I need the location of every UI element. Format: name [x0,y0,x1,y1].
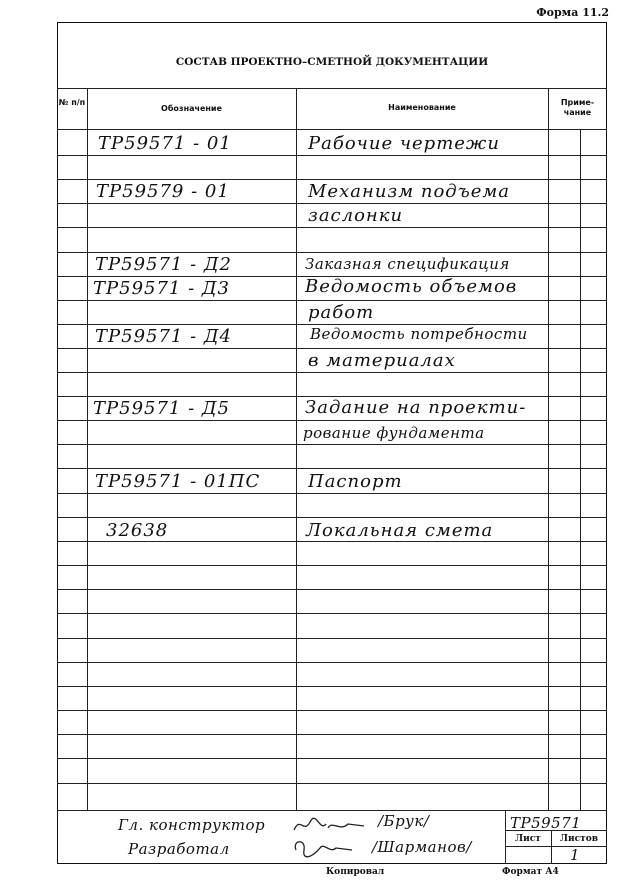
col-divider-4 [580,129,581,810]
form-label: Форма 11.2 [536,6,609,19]
row-rule [57,734,607,735]
row-name: Ведомость потребности [310,325,528,343]
stamp-rule [505,846,607,847]
row-rule [57,493,607,494]
header-designation: Обозначение [161,104,222,113]
row-name: в материалах [308,350,456,371]
row-rule [57,420,607,421]
row-designation: ТР59571 - Д4 [95,326,232,347]
chief-label: Гл. конструктор [118,816,266,834]
header-num: № п/п [58,98,86,107]
row-designation: ТР59571 - 01 [98,133,232,154]
sheets-label: Листов [560,834,598,844]
table-bottom-rule [57,810,607,811]
col-divider-2 [296,88,297,810]
header-name: Наименование [388,103,456,112]
row-rule [57,300,607,301]
row-name: Ведомость объемов [305,276,518,297]
header-bottom-rule [57,129,607,130]
chief-name: /Брук/ [378,812,430,830]
row-rule [57,468,607,469]
row-rule [57,662,607,663]
row-designation: ТР59579 - 01 [96,181,230,202]
row-rule [57,589,607,590]
row-rule [57,252,607,253]
row-designation: ТР59571 - Д2 [95,254,232,275]
copied-label: Копировал [326,867,385,877]
row-rule [57,155,607,156]
col-divider-1 [87,88,88,810]
row-name: Задание на проекти- [305,397,527,418]
header-top-rule [57,88,607,89]
sheets-value: 1 [570,846,581,864]
format-label: Формат А4 [502,867,559,877]
header-note: Приме-чание [560,98,595,117]
developer-label: Разработал [128,840,230,858]
row-rule [57,710,607,711]
row-rule [57,758,607,759]
row-rule [57,541,607,542]
row-rule [57,638,607,639]
row-rule [57,203,607,204]
developer-signature [290,836,360,860]
row-designation: ТР59571 - Д3 [93,278,230,299]
row-rule [57,444,607,445]
row-name: работ [308,302,375,323]
row-name: Заказная спецификация [305,255,510,273]
row-rule [57,565,607,566]
chief-signature [290,814,370,836]
doc-code: ТР59571 [510,814,582,832]
sheet-label: Лист [515,834,541,844]
row-rule [57,783,607,784]
row-name: Рабочие чертежи [308,133,500,154]
row-designation: ТР59571 - 01ПС [95,471,261,492]
row-name: Локальная смета [306,520,494,541]
row-rule [57,227,607,228]
row-name: рование фундамента [303,424,485,442]
row-rule [57,179,607,180]
row-designation: 32638 [106,520,169,541]
row-designation: ТР59571 - Д5 [93,398,230,419]
page-title: СОСТАВ ПРОЕКТНО–СМЕТНОЙ ДОКУМЕНТАЦИИ [175,56,489,68]
developer-name: /Шарманов/ [372,838,472,856]
row-rule [57,517,607,518]
row-name: Механизм подъема [308,181,511,202]
row-rule [57,613,607,614]
row-rule [57,372,607,373]
row-rule [57,348,607,349]
row-rule [57,686,607,687]
row-name: Паспорт [308,471,403,492]
row-name: заслонки [308,205,404,226]
col-divider-3 [548,88,549,810]
